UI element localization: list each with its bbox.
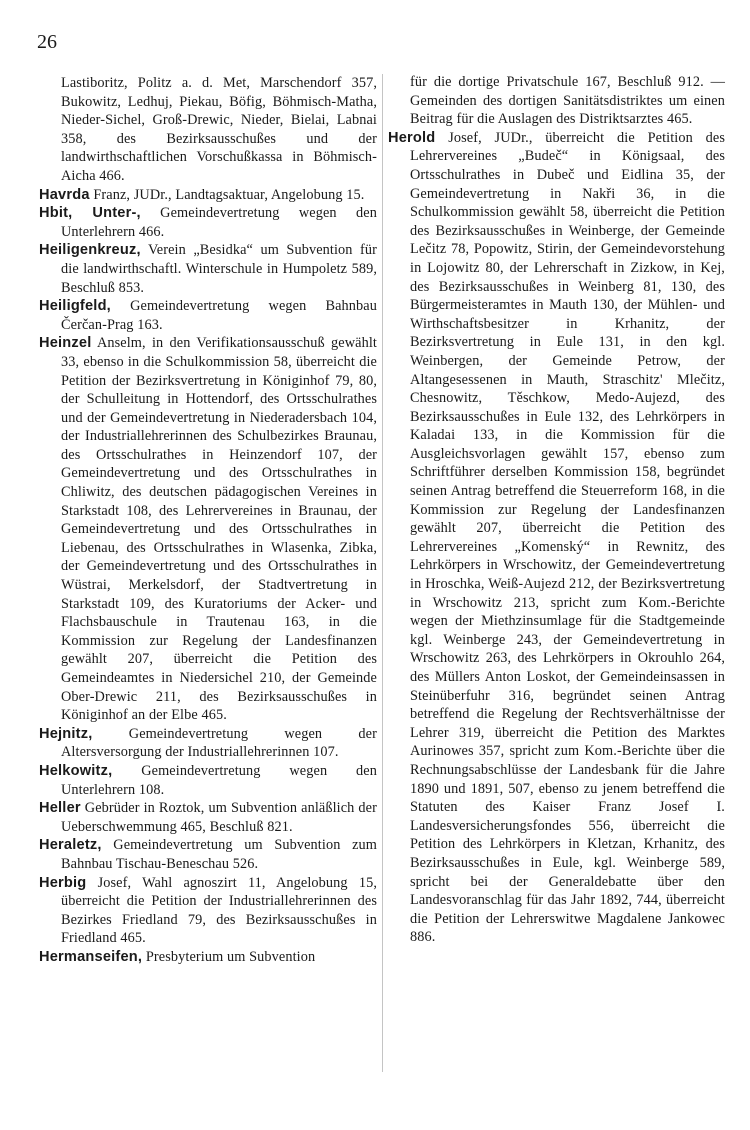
index-entry-hermanseifen: [39, 948, 377, 967]
entry-headword: Heller: [39, 800, 81, 817]
entry-text: Gebrüder in Roztok, um Subvention anläßlich der Ueberschwemmung 465, Beschluß 821.: [61, 800, 377, 835]
entry-headword: Havrda: [39, 186, 90, 203]
index-entry-heraletz: [39, 836, 377, 873]
index-entry-havrda: [39, 186, 377, 205]
right-continuation-text: für die dortige Privatschule 167, Beschluß 912. — Gemeinden des dortigen Sanitätsdistriktes um einen Beitrag für die Auslagen des Distriktsarztes 465.: [410, 74, 725, 128]
entry-text: Josef, Wahl agnoszirt 11, Angelobung 15, überreicht die Petition der Industriallehrerinnen des Bezirkes Friedland 79, des Bezirksausschußes in Friedland 465.: [61, 874, 377, 947]
index-entry-helkowitz: [39, 762, 377, 799]
entry-text: Verein „Besidka“ um Subvention für die landwirthschaftl. Winterschule in Humpoletz 589, Beschluß 853.: [61, 242, 377, 296]
entry-text: Josef, JUDr., überreicht die Petition des Lehrervereines „Budeč“ in Königsaal, des Ortsschulrathes in Dubeč und Eidlina 35, der Gemeindevertretung in Nakři 36, in die Schulkommission gewählt 58, überreicht die Petition des Bezirksausschußes in Weinberge, der Gemeinde Lečitz 78, Popowitz, Stirin, der Gemeindevorstehung in Lojowitz 80, der Lehrerschaft in Zizkow, in Kej, des Bezirksausschußes in Weinberg 81, 130, des Bürgermeisteramtes in Mauth 130, der Mühlen- und Wirthschaftsbesitzer in Krhanitz, der Bezirksvertretung in Eule 131, in den kgl. Weinbergen, der Gemeinde Petrow, der Altangesessenen in Mauth, Straschitz' Mlečitz, Chesnowitz, Těschkow, Medo-Aujezd, des Bezirksausschußes in Eule 132, des Lehrkörpers in Kaladai 133, in die Kommission für die Ausgleichsvorlagen gewählt 157, ebenso zum Schriftführer derselben Kommission 158, begründet seinen Antrag betreffend die Steuerreform 168, in die Kommission zur Regelung der Landesfinanzen gewählt 207, überreicht die Petition des Lehrervereines „Komenský“ in Rewnitz, des Lehrkörpers in Wrschowitz, der Gemeindevertretung in Hroschka, Weiß-Aujezd 212, der Bezirksvertretung in Wrschowitz 213, spricht zum Kom.-Berichte wegen der Miethzinsumlage für die Stadtgemeinde kgl. Weinberge 243, der Gemeindevertretung in Wrschowitz 263, des Lehrkörpers in Okrouhlo 264, des Müllers Anton Loskot, der Gemeindeinsassen in Steinüberfuhr 316, begründet seinen Antrag betreffend die Regelung der Rechtsverhältnisse der Lehrer 319, überreicht die Petition des Marktes Aurinowes 357, spricht zum Kom.-Berichte über die Rechnungsabschlüsse der Landesbank für die Jahre 1890 und 1891, 507, ebenso zu jenem betreffend die Statuten des Kaiser Franz Josef I. Landesversicherungsfondes 556, überreicht die Petition des Lehrkörpers in Kletzan, Krhanitz, des Bezirksausschußes in Eule, kgl. Weinberge 589, spricht bei der Generaldebatte über den Landesvoranschlag für das Jahr 1892, 744, überreicht die Petition der Lehrerswitwe Magdalene Jankowec 886.: [410, 129, 725, 946]
entry-text: Gemeindevertretung wegen der Altersversorgung der Industriallehrerinnen 107.: [61, 725, 377, 761]
entry-headword: Heinzel: [39, 335, 92, 352]
entry-text: Presbyterium um Subvention: [142, 948, 316, 965]
entry-text: Franz, JUDr., Landtagsaktuar, Angelobung 15.: [89, 186, 365, 203]
index-entry-heller: [39, 799, 377, 836]
entry-headword: Hermanseifen,: [39, 948, 143, 965]
index-entry-heiligfeld: [39, 297, 377, 334]
index-entry-heiligenkreuz: [39, 241, 377, 297]
entry-text: Anselm, in den Verifikationsausschuß gewählt 33, ebenso in die Schulkommission 58, überreicht die Petition der Bezirksvertretung in Königinhof 79, 80, der Schulleitung in Hottendorf, des Ortsschulrathes und der Gemeindevertretung in Niederadersbach 104, der Industriallehrerinnen des Schulbezirkes Braunau, des Ortsschulrathes in Heinzendorf 107, der Gemeindevertretung und des Ortsschulrathes in Chliwitz, des deutschen pädagogischen Vereines in Starkstadt 108, des Lehrervereines in Braunau, der Gemeindevertretung und des Ortsschulrathes in Liebenau, des Ortsschulrathes in Wlasenka, Zibka, der Gemeindevertretung und des Ortsschulrathes in Wüstrai, Merkelsdorf, der Stadtvertretung in Starkstadt 109, des Kuratoriums der Acker- und Flachsbauschule in Trautenau 163, in die Kommission zur Regelung der Landesfinanzen gewählt 207, überreicht die Petition des Gemeindeamtes in Niedersichel 210, der Gemeinde Ober-Drewic 211, des Bezirksausschußes in Königinhof an der Elbe 465.: [61, 335, 377, 724]
entry-headword: Herold: [388, 129, 436, 146]
entry-text: Gemeindevertretung um Subvention zum Bahnbau Tischau-Beneschau 526.: [61, 837, 377, 872]
entry-headword: Heiligfeld,: [39, 298, 111, 315]
entry-headword: Herbig: [39, 874, 87, 891]
entry-headword: Helkowitz,: [39, 762, 113, 779]
right-column: [388, 73, 725, 947]
entry-text: Gemeindevertretung wegen den Unterlehrern 466.: [61, 205, 377, 240]
index-entry-hejnitz: [39, 725, 377, 762]
entry-headword: Heraletz,: [39, 837, 102, 854]
index-entry-hbit: [39, 204, 377, 241]
left-column: [39, 74, 377, 967]
index-entry-herbig: [39, 874, 377, 948]
left-continuation-text: Lastiboritz, Politz a. d. Met, Marschendorf 357, Bukowitz, Ledhuj, Piekau, Böfig, Böhmisch-Matha, Nieder-Sichel, Groß-Drewic, Nieder, Bielai, Labnai 358, des Bezirksausschußes und der landwirthschaftlichen Vorschußkassa in Böhmisch-Aicha 466.: [61, 75, 377, 184]
entry-text: Gemeindevertretung wegen den Unterlehrern 108.: [61, 762, 377, 798]
index-entry-herold: [388, 129, 725, 947]
column-divider: [382, 74, 383, 1072]
entry-headword: Hbit, Unter-,: [39, 205, 141, 222]
entry-headword: Heiligenkreuz,: [39, 242, 141, 259]
index-entry-heinzel: [39, 334, 377, 724]
page-number: 26: [37, 31, 57, 53]
entry-text: Gemeindevertretung wegen Bahnbau Čerčan-Prag 163.: [61, 298, 377, 333]
entry-headword: Hejnitz,: [39, 725, 93, 742]
